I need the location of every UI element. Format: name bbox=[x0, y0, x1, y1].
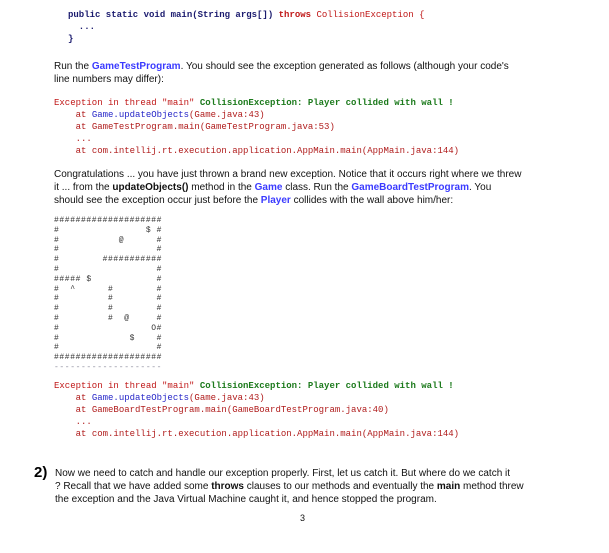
closing-brace: } bbox=[68, 34, 74, 44]
instruction-paragraph-2 bbox=[54, 168, 594, 207]
trace-at: at bbox=[54, 429, 92, 439]
trace-ellipsis: ... bbox=[54, 417, 92, 427]
text: method in the bbox=[188, 182, 255, 193]
text: ? Recall that we have added some bbox=[55, 481, 212, 492]
trace-at: at bbox=[54, 405, 92, 415]
player-class-link[interactable]: Player bbox=[260, 195, 291, 206]
text: line numbers may differ): bbox=[54, 74, 164, 85]
trace-location: com.intellij.rt.execution.application.AppMain.main(AppMain.java:144) bbox=[91, 146, 460, 156]
board-row: # $ # bbox=[54, 225, 163, 235]
board-row: # ########### bbox=[54, 255, 163, 265]
board-row: # @ # bbox=[54, 235, 163, 245]
page-number: 3 bbox=[300, 513, 306, 523]
trace-exception-message: CollisionException: Player collided with wall ! bbox=[199, 381, 454, 391]
trace-location: (Game.java:43) bbox=[189, 110, 265, 120]
text: method threw bbox=[460, 481, 524, 492]
text: . You should see the exception generated as follows (although your code's bbox=[180, 61, 509, 72]
board-row: # $ # bbox=[54, 333, 163, 343]
board-row: ##### $ # bbox=[54, 274, 163, 284]
text: collides with the wall above him/her: bbox=[290, 195, 454, 206]
step-number: 2) bbox=[34, 464, 48, 481]
trace-at: at bbox=[54, 146, 92, 156]
board-row: # # # bbox=[54, 294, 163, 304]
trace-prefix: Exception in thread "main" bbox=[54, 381, 200, 391]
game-board-ascii bbox=[54, 216, 162, 373]
board-row: # ^ # # bbox=[54, 284, 163, 294]
update-objects-method-name: updateObjects() bbox=[112, 182, 189, 193]
trace-at: at bbox=[54, 122, 92, 132]
trace-ellipsis: ... bbox=[54, 134, 92, 144]
step-2-paragraph bbox=[55, 467, 595, 506]
board-separator: -------------------- bbox=[54, 362, 163, 372]
text: . You bbox=[469, 182, 492, 193]
trace-location: com.intellij.rt.execution.application.AppMain.main(AppMain.java:144) bbox=[91, 429, 460, 439]
board-row: # # bbox=[54, 343, 163, 353]
text: should see the exception occur just before the bbox=[54, 195, 261, 206]
ellipsis-line: ... bbox=[68, 22, 96, 32]
text: class. Run the bbox=[282, 182, 352, 193]
trace-method: Game.updateObjects bbox=[91, 110, 190, 120]
board-row: # # # bbox=[54, 304, 163, 314]
instruction-paragraph-1 bbox=[54, 60, 574, 86]
game-class-link[interactable]: Game bbox=[254, 182, 283, 193]
board-row: #################### bbox=[54, 216, 163, 225]
board-row: # # @ # bbox=[54, 313, 163, 323]
trace-location: (Game.java:43) bbox=[189, 393, 265, 403]
trace-location: GameBoardTestProgram.main(GameBoardTestProgram.java:40) bbox=[91, 405, 389, 415]
exception-trace-1 bbox=[54, 97, 459, 157]
board-row: # O# bbox=[54, 323, 163, 333]
text: Now we need to catch and handle our exception properly. First, let us catch it. But where do we catch it bbox=[55, 468, 511, 479]
game-test-program-link[interactable]: GameTestProgram bbox=[91, 61, 181, 72]
exception-trace-2 bbox=[54, 380, 459, 440]
trace-at: at bbox=[54, 110, 92, 120]
trace-method: Game.updateObjects bbox=[91, 393, 190, 403]
signature-text: public static void main(String args[]) bbox=[68, 10, 279, 20]
main-method-signature-code bbox=[68, 9, 424, 45]
text: clauses to our methods and eventually the bbox=[244, 481, 437, 492]
game-board-test-program-link[interactable]: GameBoardTestProgram bbox=[351, 182, 469, 193]
trace-at: at bbox=[54, 393, 92, 403]
throws-keyword-bold: throws bbox=[211, 481, 244, 492]
board-row: # # bbox=[54, 245, 163, 255]
board-row: #################### bbox=[54, 353, 163, 363]
text: Run the bbox=[54, 61, 92, 72]
trace-exception-message: CollisionException: Player collided with wall ! bbox=[199, 98, 454, 108]
text: the exception and the Java Virtual Machine caught it, and hence stopped the program. bbox=[55, 494, 437, 505]
throws-keyword: throws bbox=[278, 10, 312, 20]
trace-prefix: Exception in thread "main" bbox=[54, 98, 200, 108]
exception-type: CollisionException { bbox=[311, 10, 425, 20]
text: Congratulations ... you have just thrown a brand new exception. Notice that it occurs right where we threw bbox=[54, 169, 522, 180]
trace-location: GameTestProgram.main(GameTestProgram.java:53) bbox=[91, 122, 335, 132]
text: it ... from the bbox=[54, 182, 113, 193]
board-row: # # bbox=[54, 264, 163, 274]
main-keyword-bold: main bbox=[436, 481, 461, 492]
